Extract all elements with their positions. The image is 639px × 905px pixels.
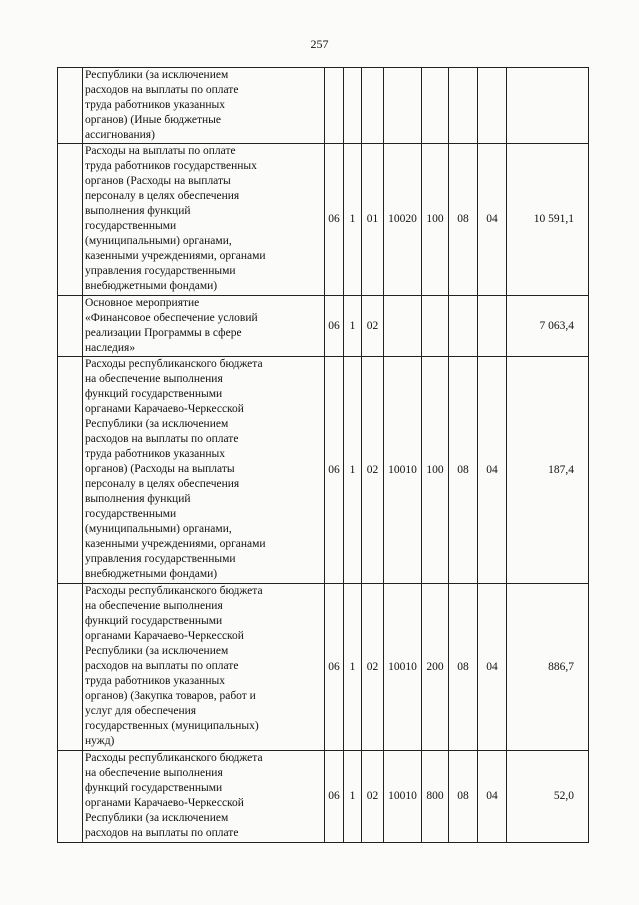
code-cell: 1 bbox=[344, 144, 362, 296]
table-row bbox=[58, 584, 589, 751]
code-cell: 10010 bbox=[384, 751, 422, 843]
budget-table bbox=[57, 67, 589, 843]
code-cell: 01 bbox=[362, 144, 384, 296]
page-number: 257 bbox=[310, 37, 329, 51]
amount-cell: 886,7 bbox=[507, 584, 589, 751]
code-cell: 06 bbox=[325, 584, 344, 751]
code-cell bbox=[325, 68, 344, 144]
code-cell: 06 bbox=[325, 144, 344, 296]
code-cell: 10010 bbox=[384, 584, 422, 751]
code-cell: 100 bbox=[422, 144, 449, 296]
table-row bbox=[58, 357, 589, 584]
code-cell bbox=[449, 296, 478, 357]
code-cell: 200 bbox=[422, 584, 449, 751]
code-cell: 02 bbox=[362, 357, 384, 584]
code-cell: 04 bbox=[478, 357, 507, 584]
description-cell: Республики (за исключением расходов на выплаты по оплате труда работников указанных органов) (Иные бюджетные ассигнования) bbox=[83, 68, 325, 144]
amount-cell: 52,0 bbox=[507, 751, 589, 843]
code-cell bbox=[449, 68, 478, 144]
code-cell: 1 bbox=[344, 584, 362, 751]
code-cell: 04 bbox=[478, 144, 507, 296]
number-cell bbox=[58, 296, 83, 357]
code-cell: 10010 bbox=[384, 357, 422, 584]
description-cell: Расходы республиканского бюджета на обеспечение выполнения функций государственными органами Карачаево-Черкесской Республики (за исключением расходов на выплаты по оплате труда работников указанных органов) (Расходы на выплаты персоналу в целях обеспечения выполнения функций государственными (муниципальными) органами, казенными учреждениями, органами управления государственными внебюджетными фондами) bbox=[83, 357, 325, 584]
table-row bbox=[58, 751, 589, 843]
amount-cell bbox=[507, 68, 589, 144]
number-cell bbox=[58, 584, 83, 751]
code-cell: 06 bbox=[325, 357, 344, 584]
code-cell: 800 bbox=[422, 751, 449, 843]
code-cell: 08 bbox=[449, 357, 478, 584]
code-cell: 1 bbox=[344, 751, 362, 843]
code-cell: 08 bbox=[449, 584, 478, 751]
code-cell: 04 bbox=[478, 751, 507, 843]
code-cell: 04 bbox=[478, 584, 507, 751]
code-cell: 08 bbox=[449, 751, 478, 843]
code-cell: 02 bbox=[362, 296, 384, 357]
number-cell bbox=[58, 357, 83, 584]
amount-cell: 187,4 bbox=[507, 357, 589, 584]
code-cell: 1 bbox=[344, 296, 362, 357]
code-cell bbox=[478, 68, 507, 144]
amount-cell: 10 591,1 bbox=[507, 144, 589, 296]
code-cell bbox=[422, 68, 449, 144]
code-cell: 02 bbox=[362, 751, 384, 843]
code-cell: 1 bbox=[344, 357, 362, 584]
amount-cell: 7 063,4 bbox=[507, 296, 589, 357]
code-cell bbox=[384, 68, 422, 144]
code-cell: 100 bbox=[422, 357, 449, 584]
table-row bbox=[58, 296, 589, 357]
code-cell bbox=[478, 296, 507, 357]
description-cell: Расходы на выплаты по оплате труда работников государственных органов (Расходы на выплаты персоналу в целях обеспечения выполнения функций государственными (муниципальными) органами, казенными учреждениями, органами управления государственными внебюджетными фондами) bbox=[83, 144, 325, 296]
description-cell: Основное мероприятие «Финансовое обеспечение условий реализации Программы в сфере наследия» bbox=[83, 296, 325, 357]
code-cell: 06 bbox=[325, 751, 344, 843]
number-cell bbox=[58, 68, 83, 144]
code-cell: 02 bbox=[362, 584, 384, 751]
description-cell: Расходы республиканского бюджета на обеспечение выполнения функций государственными органами Карачаево-Черкесской Республики (за исключением расходов на выплаты по оплате труда работников указанных органов) (Закупка товаров, работ и услуг для обеспечения государственных (муниципальных) нужд) bbox=[83, 584, 325, 751]
table-row bbox=[58, 144, 589, 296]
code-cell: 06 bbox=[325, 296, 344, 357]
number-cell bbox=[58, 144, 83, 296]
code-cell: 08 bbox=[449, 144, 478, 296]
code-cell bbox=[384, 296, 422, 357]
code-cell bbox=[422, 296, 449, 357]
code-cell bbox=[362, 68, 384, 144]
code-cell bbox=[344, 68, 362, 144]
code-cell: 10020 bbox=[384, 144, 422, 296]
description-cell: Расходы республиканского бюджета на обеспечение выполнения функций государственными органами Карачаево-Черкесской Республики (за исключением расходов на выплаты по оплате bbox=[83, 751, 325, 843]
table-row bbox=[58, 68, 589, 144]
number-cell bbox=[58, 751, 83, 843]
